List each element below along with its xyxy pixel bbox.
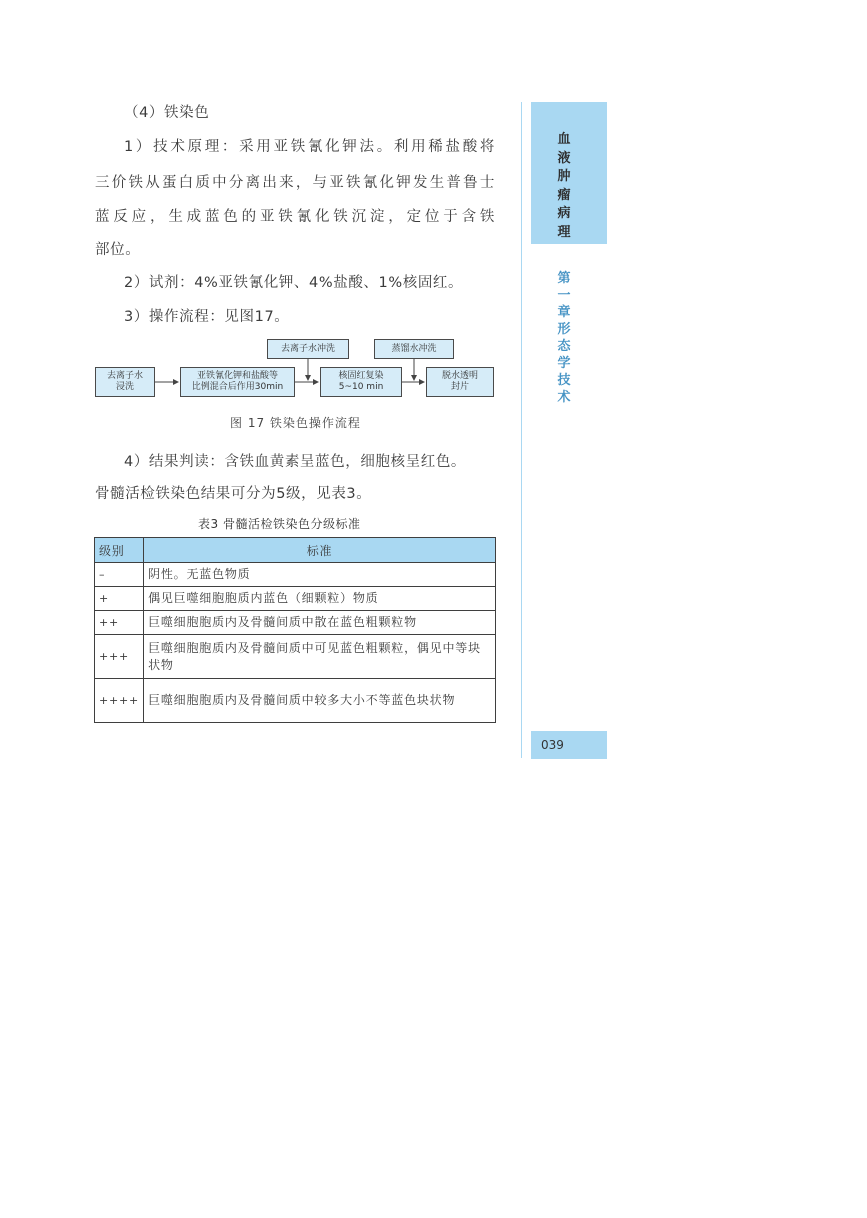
header-criteria: 标准 xyxy=(144,538,496,563)
grade-criteria: 巨噬细胞胞质内及骨髓间质中散在蓝色粗颗粒物 xyxy=(144,611,496,635)
table-row xyxy=(95,635,496,679)
grade-criteria: 偶见巨噬细胞胞质内蓝色（细颗粒）物质 xyxy=(144,587,496,611)
flow-rinse-deionized: 去离子水冲洗 xyxy=(267,339,349,359)
grade-level: +++ xyxy=(95,635,144,679)
reagents-line: 2）试剂：4%亚铁氰化钾、4%盐酸、1%核固红。 xyxy=(124,275,464,291)
result-line-1: 4）结果判读：含铁血黄素呈蓝色，细胞核呈红色。 xyxy=(124,454,467,470)
table-row xyxy=(95,679,496,723)
table-row xyxy=(95,611,496,635)
table-row xyxy=(95,587,496,611)
principle-line-2: 三价铁从蛋白质中分离出来，与亚铁氰化钾发生普鲁士 xyxy=(95,175,495,191)
grade-criteria: 阴性。无蓝色物质 xyxy=(144,563,496,587)
section-heading: （4）铁染色 xyxy=(124,105,210,121)
principle-line-3: 蓝反应，生成蓝色的亚铁氰化铁沉淀，定位于含铁 xyxy=(95,209,495,225)
book-title: 血液肿瘤病理 xyxy=(557,132,571,240)
flow-step-counterstain: 核固红复染 5~10 min xyxy=(320,367,402,397)
flow-step-soak: 去离子水 浸洗 xyxy=(95,367,155,397)
principle-line-4: 部位。 xyxy=(95,242,141,258)
grade-level: + xyxy=(95,587,144,611)
header-level: 级别 xyxy=(95,538,144,563)
page-number: 039 xyxy=(541,738,564,752)
grade-level: ++ xyxy=(95,611,144,635)
flow-step-react: 亚铁氰化钾和盐酸等 比例混合后作用30min xyxy=(180,367,295,397)
grade-criteria: 巨噬细胞胞质内及骨髓间质中可见蓝色粗颗粒，偶见中等块状物 xyxy=(144,635,496,679)
flow-arrows xyxy=(0,0,867,420)
table-row xyxy=(95,563,496,587)
flow-step-dehydrate: 脱水透明 封片 xyxy=(426,367,494,397)
table-title: 表3 骨髓活检铁染色分级标准 xyxy=(198,517,361,531)
procedure-line: 3）操作流程：见图17。 xyxy=(124,309,290,325)
result-line-2: 骨髓活检铁染色结果可分为5级，见表3。 xyxy=(95,486,372,502)
grading-table xyxy=(94,537,496,723)
chapter-title: 第一章 形态学技术 xyxy=(557,271,571,405)
grade-criteria: 巨噬细胞胞质内及骨髓间质中较多大小不等蓝色块状物 xyxy=(144,679,496,723)
figure-caption: 图 17 铁染色操作流程 xyxy=(230,416,361,430)
grade-level: – xyxy=(95,563,144,587)
principle-line-1: 1）技术原理：采用亚铁氰化钾法。利用稀盐酸将 xyxy=(124,139,495,155)
grade-level: ++++ xyxy=(95,679,144,723)
flow-rinse-distilled: 蒸馏水冲洗 xyxy=(374,339,454,359)
margin-rule xyxy=(521,102,522,758)
table-header-row xyxy=(95,538,496,563)
